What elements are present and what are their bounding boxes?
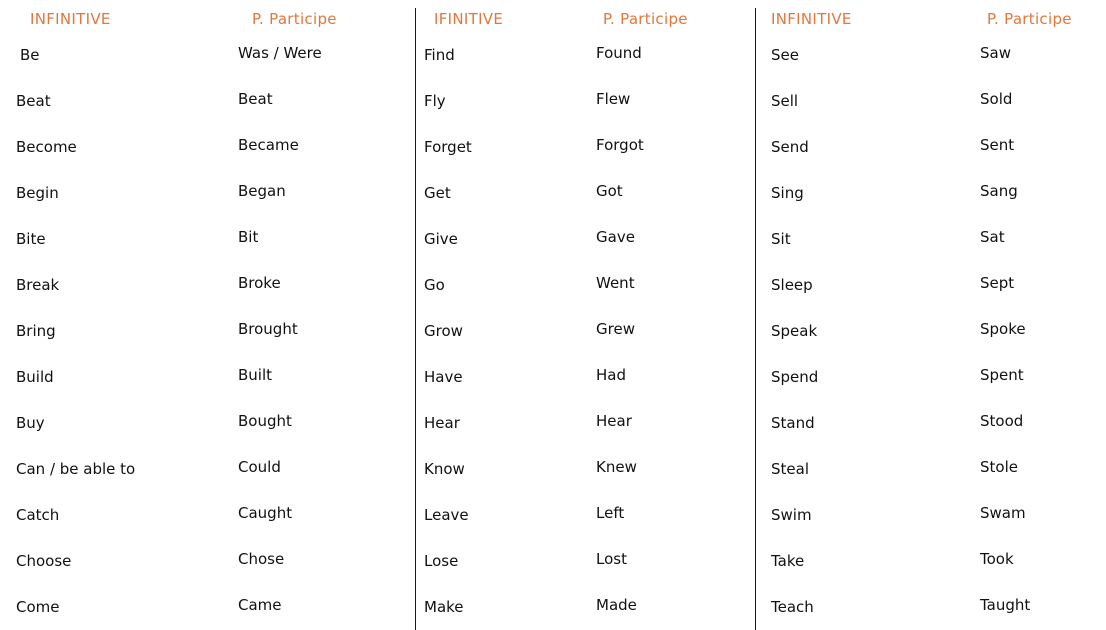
header-past-participle: P. Participe — [987, 10, 1072, 28]
past-participle-cell: Chose — [238, 550, 285, 568]
infinitive-cell: See — [771, 46, 799, 64]
past-participle-cell: Took — [980, 550, 1014, 568]
past-participle-cell: Hear — [596, 412, 632, 430]
past-participle-cell: Sat — [980, 228, 1005, 246]
infinitive-cell: Send — [771, 138, 809, 156]
past-participle-cell: Sold — [980, 90, 1013, 108]
past-participle-cell: Made — [596, 596, 637, 614]
infinitive-cell: Lose — [424, 552, 459, 570]
infinitive-cell: Fly — [424, 92, 446, 110]
past-participle-cell: Built — [238, 366, 273, 384]
infinitive-cell: Bring — [16, 322, 56, 340]
past-participle-cell: Gave — [596, 228, 635, 246]
past-participle-cell: Forgot — [596, 136, 644, 154]
past-participle-cell: Beat — [238, 90, 273, 108]
past-participle-cell: Stood — [980, 412, 1024, 430]
infinitive-cell: Swim — [771, 506, 812, 524]
past-participle-cell: Found — [596, 44, 642, 62]
header-infinitive: INFINITIVE — [30, 10, 111, 28]
past-participle-cell: Spent — [980, 366, 1024, 384]
infinitive-cell: Know — [424, 460, 465, 478]
column-divider — [415, 8, 416, 630]
infinitive-cell: Steal — [771, 460, 809, 478]
infinitive-cell: Make — [424, 598, 464, 616]
header-past-participle: P. Participe — [603, 10, 688, 28]
infinitive-cell: Forget — [424, 138, 472, 156]
infinitive-cell: Build — [16, 368, 54, 386]
past-participle-cell: Sent — [980, 136, 1015, 154]
infinitive-cell: Find — [424, 46, 455, 64]
column-divider — [755, 8, 756, 630]
past-participle-cell: Flew — [596, 90, 631, 108]
infinitive-cell: Choose — [16, 552, 72, 570]
infinitive-cell: Hear — [424, 414, 460, 432]
past-participle-cell: Left — [596, 504, 625, 522]
infinitive-cell: Sleep — [771, 276, 813, 294]
past-participle-cell: Sept — [980, 274, 1015, 292]
infinitive-cell: Go — [424, 276, 445, 294]
infinitive-cell: Sell — [771, 92, 799, 110]
infinitive-cell: Stand — [771, 414, 815, 432]
infinitive-cell: Beat — [16, 92, 51, 110]
past-participle-cell: Had — [596, 366, 626, 384]
header-past-participle: P. Participe — [252, 10, 337, 28]
infinitive-cell: Come — [16, 598, 60, 616]
infinitive-cell: Get — [424, 184, 451, 202]
past-participle-cell: Swam — [980, 504, 1026, 522]
past-participle-cell: Broke — [238, 274, 281, 292]
past-participle-cell: Came — [238, 596, 282, 614]
infinitive-cell: Become — [16, 138, 77, 156]
past-participle-cell: Grew — [596, 320, 635, 338]
past-participle-cell: Sang — [980, 182, 1018, 200]
infinitive-cell: Teach — [771, 598, 814, 616]
past-participle-cell: Stole — [980, 458, 1018, 476]
infinitive-cell: Give — [424, 230, 458, 248]
past-participle-cell: Could — [238, 458, 281, 476]
past-participle-cell: Saw — [980, 44, 1011, 62]
past-participle-cell: Bit — [238, 228, 259, 246]
infinitive-cell: Spend — [771, 368, 819, 386]
header-infinitive: IFINITIVE — [434, 10, 504, 28]
infinitive-cell: Have — [424, 368, 463, 386]
infinitive-cell: Sing — [771, 184, 804, 202]
past-participle-cell: Was / Were — [238, 44, 322, 62]
infinitive-cell: Buy — [16, 414, 45, 432]
past-participle-cell: Went — [596, 274, 635, 292]
past-participle-cell: Got — [596, 182, 623, 200]
infinitive-cell: Be — [20, 46, 40, 64]
past-participle-cell: Spoke — [980, 320, 1026, 338]
past-participle-cell: Lost — [596, 550, 627, 568]
infinitive-cell: Bite — [16, 230, 46, 248]
infinitive-cell: Speak — [771, 322, 818, 340]
past-participle-cell: Bought — [238, 412, 292, 430]
infinitive-cell: Break — [16, 276, 60, 294]
past-participle-cell: Caught — [238, 504, 293, 522]
infinitive-cell: Begin — [16, 184, 59, 202]
infinitive-cell: Can / be able to — [16, 460, 136, 478]
infinitive-cell: Grow — [424, 322, 463, 340]
past-participle-cell: Brought — [238, 320, 298, 338]
infinitive-cell: Catch — [16, 506, 60, 524]
past-participle-cell: Knew — [596, 458, 637, 476]
infinitive-cell: Take — [771, 552, 805, 570]
header-infinitive: INFINITIVE — [771, 10, 852, 28]
past-participle-cell: Became — [238, 136, 299, 154]
past-participle-cell: Taught — [980, 596, 1031, 614]
infinitive-cell: Sit — [771, 230, 791, 248]
past-participle-cell: Began — [238, 182, 286, 200]
infinitive-cell: Leave — [424, 506, 469, 524]
